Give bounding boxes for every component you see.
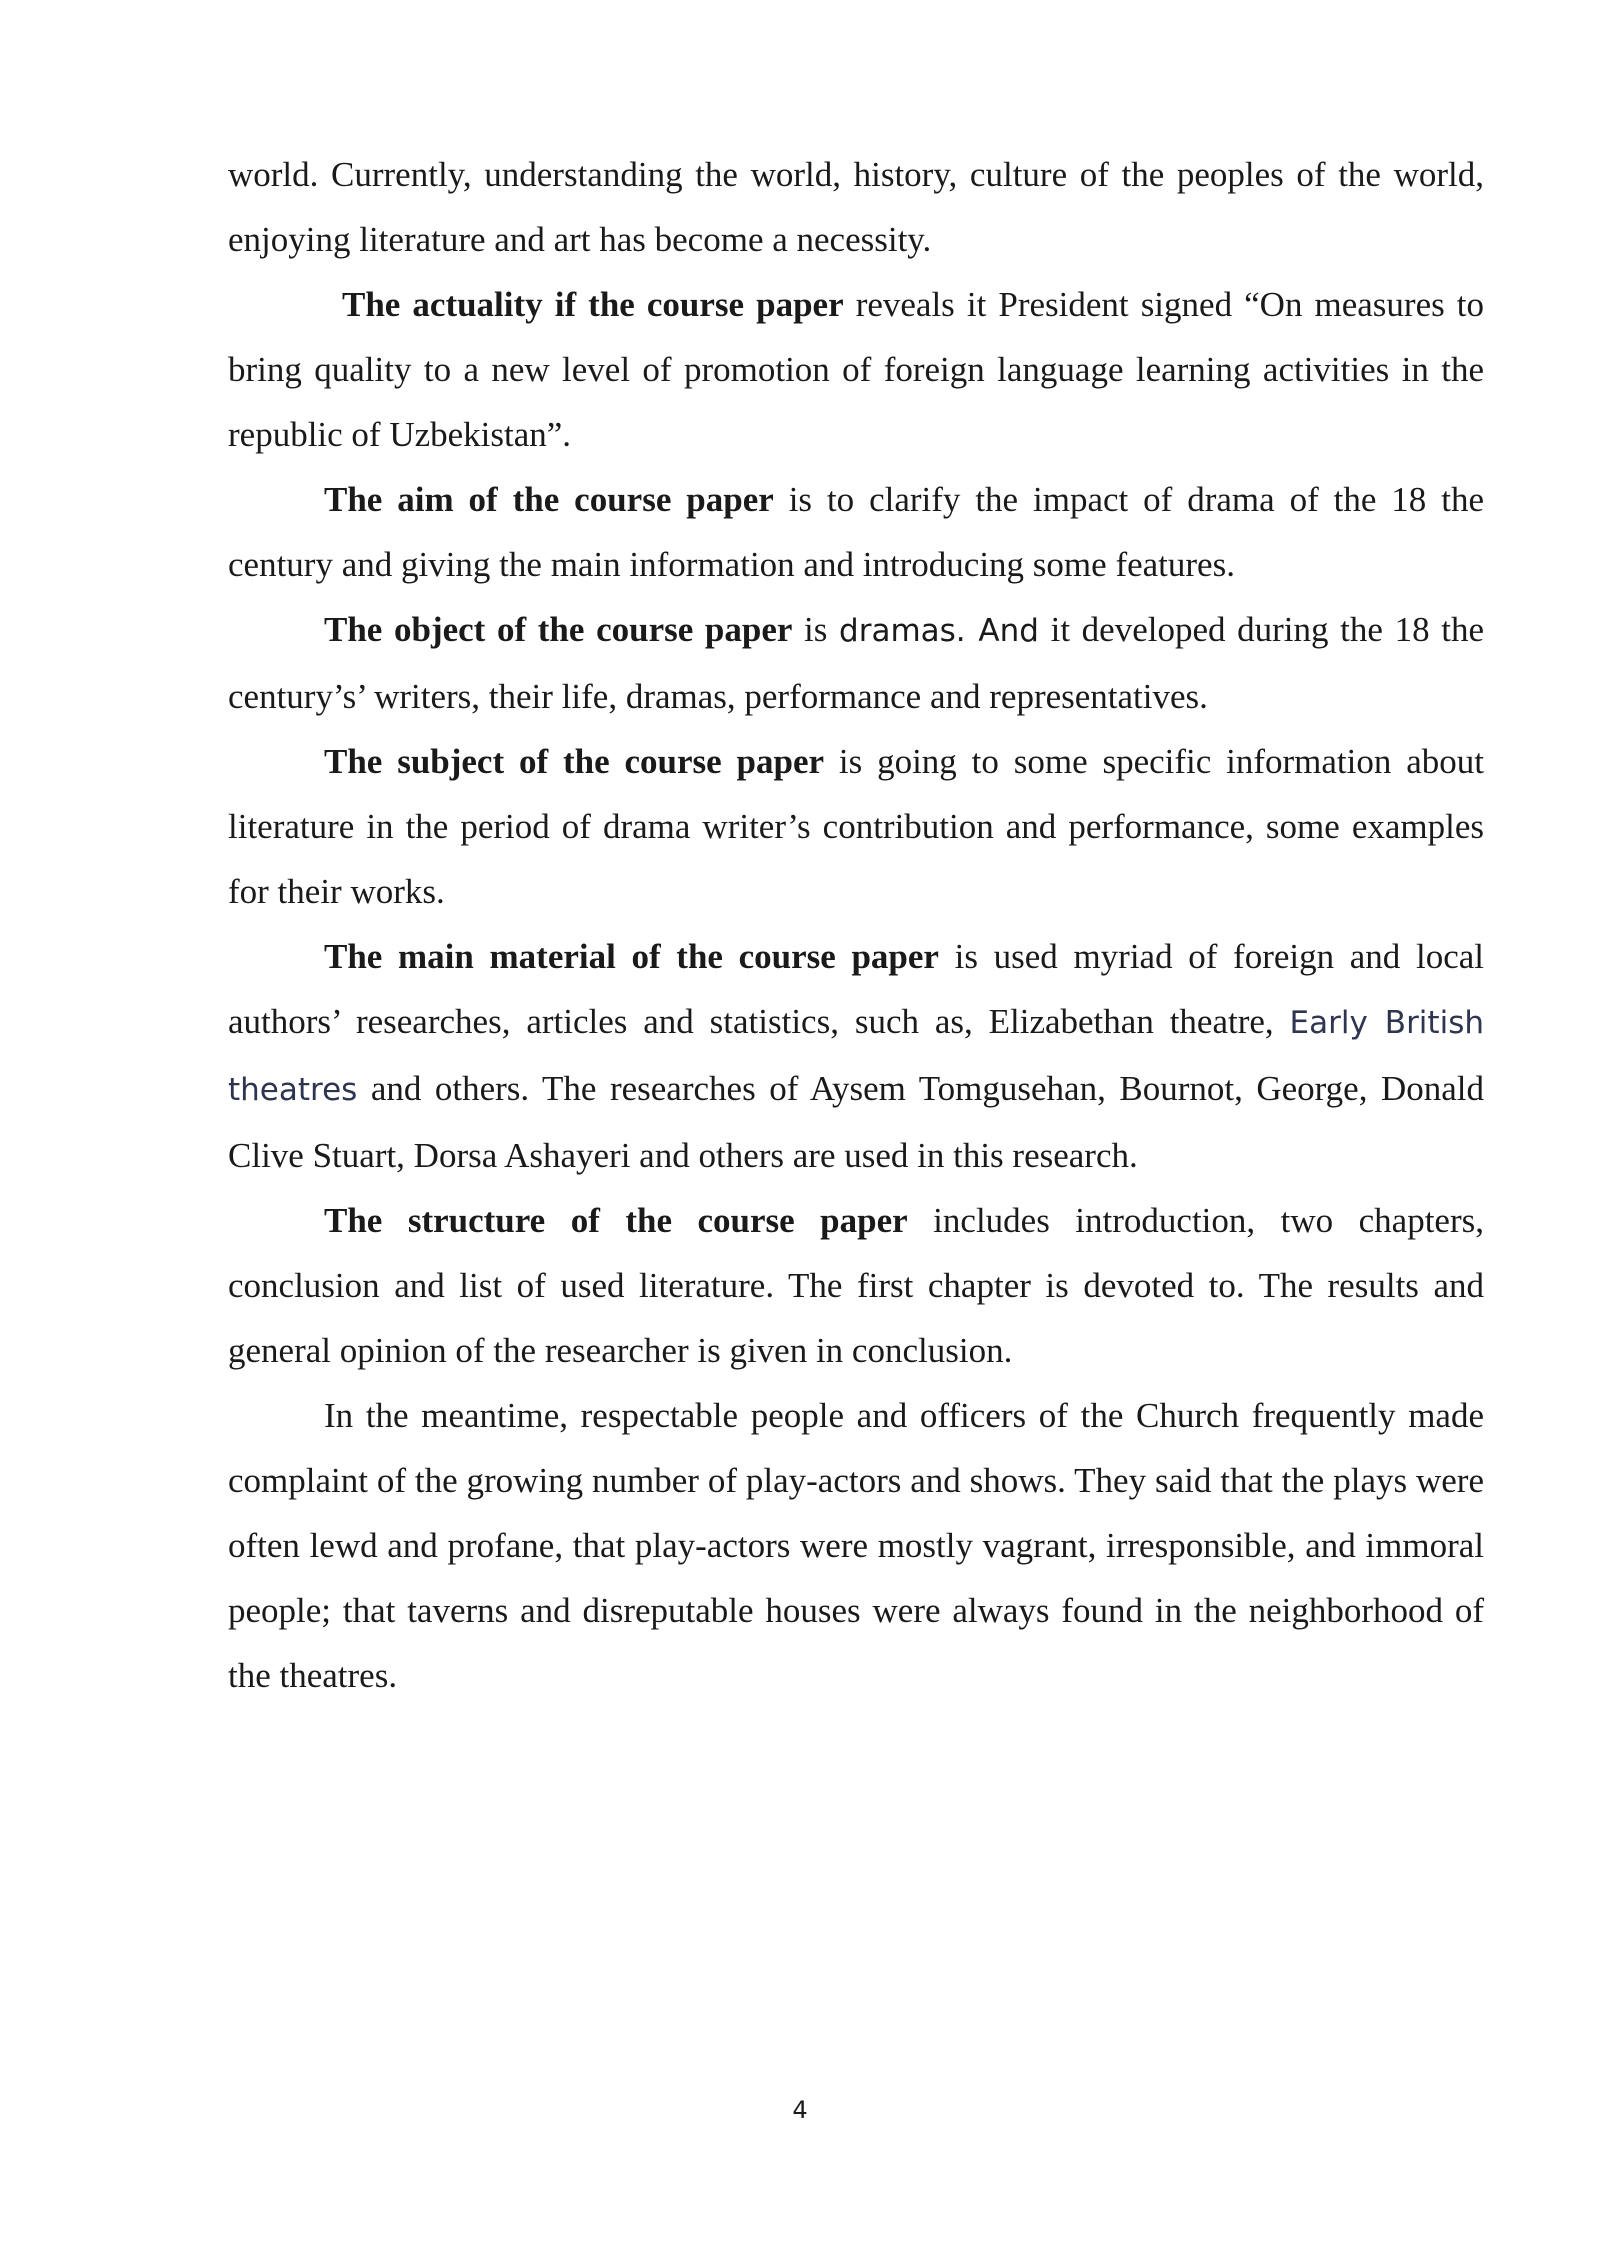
paragraph-aim [228, 467, 1484, 597]
paragraph-text: reveals it President signed “On measures to bring quality to a new level of promotion of foreign language learning activities in the republic of Uzbekistan”. [228, 285, 1485, 454]
paragraph-text: and others. The researches of Aysem Tomgusehan, Bournot, George, Donald Clive Stuart, Dorsa Ashayeri and others are used in this research. [228, 1069, 1484, 1175]
paragraph-subject [228, 729, 1484, 924]
paragraph-main-material [228, 924, 1484, 1188]
paragraph-text-sans-run: dramas. And [839, 613, 1039, 649]
page-number: 4 [792, 2096, 808, 2124]
paragraph-text: is [792, 610, 840, 649]
paragraph-actuality [228, 272, 1484, 467]
paragraph-object [228, 597, 1484, 729]
paragraph-text: it developed during the 18 the century’s’ writers, their life, dramas, performance and representatives. [228, 610, 1484, 716]
paragraph-heading-subject: The subject of the course paper [324, 742, 825, 781]
paragraph-meantime [228, 1383, 1484, 1708]
paragraph-intro-continuation [228, 142, 1484, 272]
paragraph-heading-main-material: The main material of the course paper [324, 937, 939, 976]
paragraph-heading-object: The object of the course paper [324, 610, 793, 649]
paragraph-heading-structure: The structure of the course paper [324, 1201, 908, 1240]
document-body [228, 142, 1484, 1708]
paragraph-text: world. Currently, understanding the world, history, culture of the peoples of the world, enjoying literature and art has become a necessity. [228, 155, 1484, 259]
paragraph-text: is going to some specific information about literature in the period of drama writer’s contribution and performance, some examples for their works. [228, 742, 1484, 911]
paragraph-text: is used myriad of foreign and local authors’ researches, articles and statistics, such as, Elizabethan theatre, [228, 937, 1484, 1041]
paragraph-text: In the meantime, respectable people and officers of the Church frequently made complaint of the growing number of play-actors and shows. They said that the plays were often lewd and profane, that play-actors were mostly vagrant, irresponsible, and immoral people; that taverns and disreputable houses were always found in the neighborhood of the theatres. [228, 1396, 1484, 1695]
paragraph-heading-aim: The aim of the course paper [324, 480, 774, 519]
paragraph-heading-actuality: The actuality if the course paper [342, 285, 844, 324]
paragraph-text: is to clarify the impact of drama of the 18 the century and giving the main information and introducing some features. [228, 480, 1484, 584]
paragraph-structure [228, 1188, 1484, 1383]
early-british-theatres-link[interactable]: Early British theatres [228, 1005, 1484, 1108]
paragraph-text: includes introduction, two chapters, conclusion and list of used literature. The first chapter is devoted to. The results and general opinion of the researcher is given in conclusion. [228, 1201, 1484, 1370]
